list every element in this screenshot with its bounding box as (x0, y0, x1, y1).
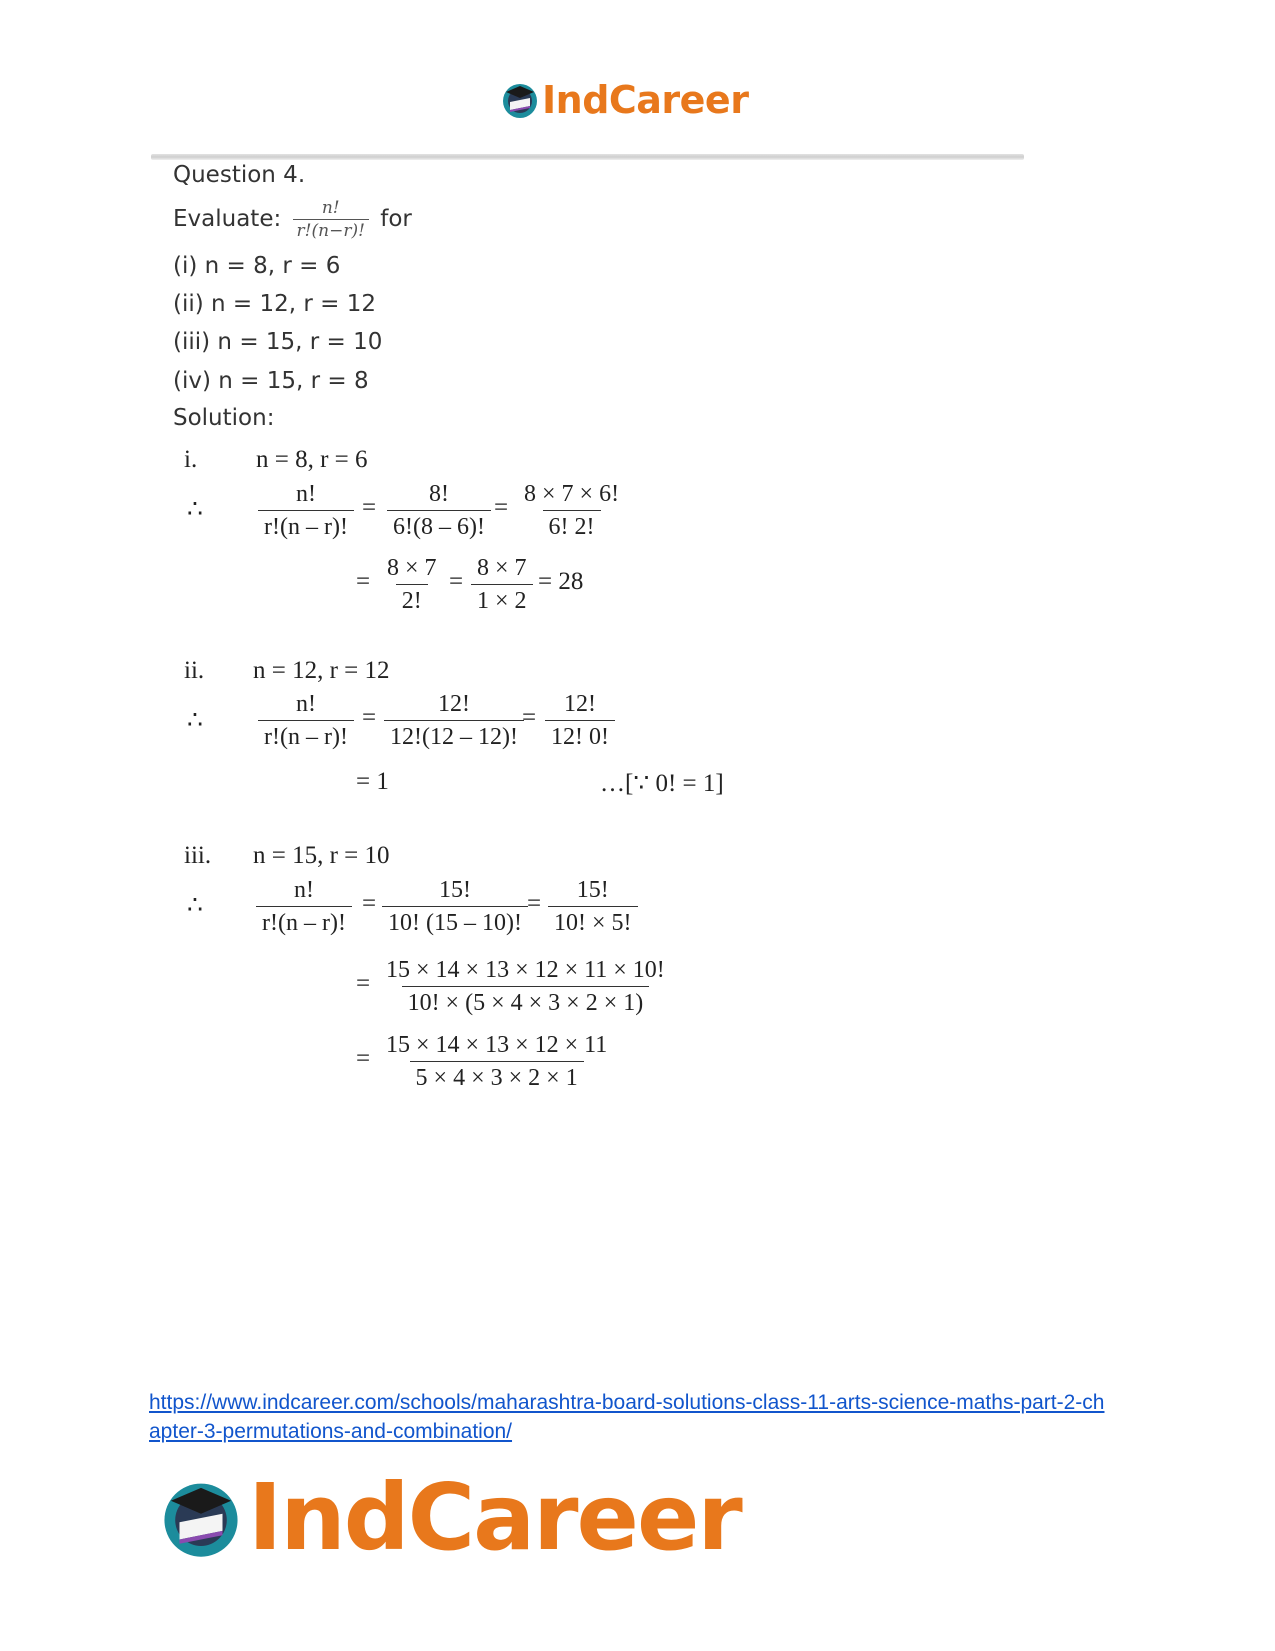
part-iii-label: iii. (184, 842, 212, 869)
denominator: 2! (396, 584, 428, 615)
numerator: 12! (437, 691, 470, 717)
numerator: n! (295, 481, 316, 507)
denominator: 12!(12 – 12)! (384, 720, 524, 751)
part-ii-label: ii. (184, 657, 205, 684)
part-ii-note: …[∵ 0! = 1] (600, 770, 724, 797)
numerator: 15 × 14 × 13 × 12 × 11 (386, 1032, 608, 1058)
formula-numerator: n! (321, 198, 340, 218)
part-i-fraction-1 (258, 481, 354, 541)
graduation-globe-icon (158, 1475, 244, 1561)
denominator: 5 × 4 × 3 × 2 × 1 (410, 1061, 584, 1092)
equals-sign: = (356, 970, 371, 997)
numerator: 12! (563, 691, 596, 717)
equals-sign: = (449, 568, 464, 595)
denominator: 10! × 5! (548, 906, 638, 937)
part-i-fraction-3 (518, 481, 625, 541)
denominator: r!(n – r)! (256, 906, 352, 937)
therefore-symbol: ∴ (187, 892, 203, 919)
therefore-symbol: ∴ (187, 707, 203, 734)
numerator: 8 × 7 (477, 555, 527, 581)
question-part-iii: (iii) n = 15, r = 10 (173, 329, 383, 355)
equals-sign: = (356, 568, 371, 595)
evaluate-formula (293, 198, 369, 241)
logo-wordmark: IndCareer (542, 78, 749, 122)
equals-sign: = (522, 704, 537, 731)
equals-sign: = (527, 890, 542, 917)
part-i-result: = 28 (538, 568, 584, 595)
numerator: 8 × 7 (387, 555, 437, 581)
question-part-i: (i) n = 8, r = 6 (173, 253, 341, 279)
part-i-fraction-4 (381, 555, 443, 615)
equals-sign: = (494, 494, 509, 521)
question-part-ii: (ii) n = 12, r = 12 (173, 291, 377, 317)
equals-sign: = (362, 890, 377, 917)
part-ii-fraction-3 (545, 691, 615, 751)
header-divider (151, 154, 1024, 160)
denominator: 6! 2! (543, 510, 601, 541)
numerator: 8 × 7 × 6! (524, 481, 620, 507)
denominator: 10! × (5 × 4 × 3 × 2 × 1) (402, 986, 650, 1017)
numerator: n! (293, 877, 314, 903)
question-evaluate-line (173, 198, 412, 241)
numerator: 8! (428, 481, 449, 507)
therefore-symbol: ∴ (187, 496, 203, 523)
evaluate-label: Evaluate: (173, 206, 282, 232)
part-ii-fraction-1 (258, 691, 354, 751)
footer-logo (158, 1464, 741, 1571)
part-iii-fraction-5 (380, 1032, 613, 1092)
part-ii-result: = 1 (356, 768, 389, 795)
equals-sign: = (362, 704, 377, 731)
part-i-fraction-5 (471, 555, 533, 615)
part-iii-fraction-2 (382, 877, 528, 937)
equals-sign: = (356, 1045, 371, 1072)
part-iii-fraction-4 (380, 957, 671, 1017)
solution-label: Solution: (173, 405, 275, 431)
denominator: 10! (15 – 10)! (382, 906, 528, 937)
denominator: r!(n – r)! (258, 720, 354, 751)
part-i-label: i. (184, 446, 198, 473)
part-iii-fraction-1 (256, 877, 352, 937)
question-part-iv: (iv) n = 15, r = 8 (173, 368, 369, 394)
numerator: 15! (438, 877, 471, 903)
part-ii-fraction-2 (384, 691, 524, 751)
denominator: 12! 0! (545, 720, 615, 751)
denominator: 6!(8 – 6)! (387, 510, 491, 541)
equals-sign: = (362, 494, 377, 521)
numerator: 15 × 14 × 13 × 12 × 11 × 10! (386, 957, 665, 983)
denominator: 1 × 2 (471, 584, 533, 615)
denominator: r!(n – r)! (258, 510, 354, 541)
numerator: n! (295, 691, 316, 717)
part-iii-given: n = 15, r = 10 (253, 842, 390, 869)
header-logo (500, 78, 748, 122)
part-ii-given: n = 12, r = 12 (253, 657, 390, 684)
part-iii-fraction-3 (548, 877, 638, 937)
part-i-given: n = 8, r = 6 (256, 446, 368, 473)
part-i-fraction-2 (387, 481, 491, 541)
logo-wordmark: IndCareer (248, 1464, 741, 1571)
formula-denominator: r!(n−r)! (293, 219, 369, 241)
source-link[interactable]: https://www.indcareer.com/schools/maharashtra-board-solutions-class-11-arts-science-maths-part-2-chapter-3-permutations-and-combination/ (149, 1391, 1105, 1443)
numerator: 15! (576, 877, 609, 903)
graduation-globe-icon (500, 80, 540, 120)
question-title: Question 4. (173, 162, 306, 188)
for-label: for (380, 206, 412, 232)
